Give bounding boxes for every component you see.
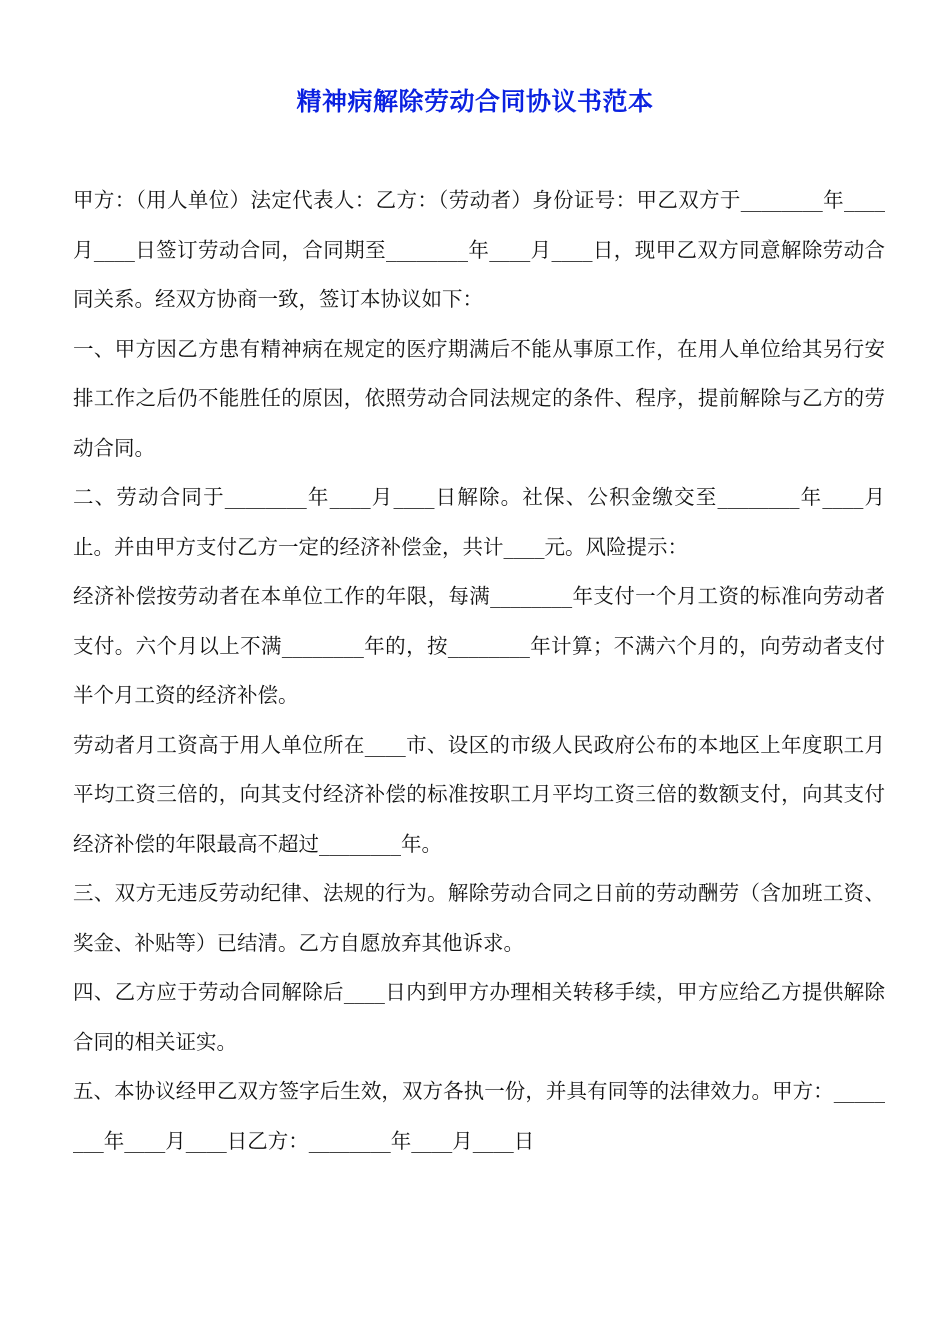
paragraph-intro: 甲方：（用人单位）法定代表人：乙方：（劳动者）身份证号：甲乙双方于________年____月____日签订劳动合同，合同期至________年____月____日，现甲乙双方同意解除劳动合同关系。经双方协商一致，签订本协议如下： — [73, 188, 885, 311]
document-title: 精神病解除劳动合同协议书范本 — [296, 87, 654, 116]
paragraph-clause-1: 一、甲方因乙方患有精神病在规定的医疗期满后不能从事原工作，在用人单位给其另行安排工作之后仍不能胜任的原因，依照劳动合同法规定的条件、程序，提前解除与乙方的劳动合同。 — [73, 336, 885, 460]
paragraph-clause-4: 四、乙方应于劳动合同解除后____日内到甲方办理相关转移手续，甲方应给乙方提供解除合同的相关证实。 — [73, 980, 885, 1054]
paragraph-compensation-rule: 经济补偿按劳动者在本单位工作的年限，每满________年支付一个月工资的标准向劳动者支付。六个月以上不满________年的，按________年计算；不满六个月的，向劳动者支付半个月工资的经济补偿。 — [73, 584, 885, 707]
paragraph-clause-2: 二、劳动合同于________年____月____日解除。社保、公积金缴交至________年____月止。并由甲方支付乙方一定的经济补偿金，共计____元。风险提示： — [73, 485, 885, 559]
paragraph-clause-5: 五、本协议经甲乙双方签字后生效，双方各执一份，并具有同等的法律效力。甲方：________年____月____日乙方：________年____月____日 — [73, 1079, 885, 1153]
document-body — [73, 176, 885, 1166]
paragraph-clause-3: 三、双方无违反劳动纪律、法规的行为。解除劳动合同之日前的劳动酬劳（含加班工资、奖金、补贴等）已结清。乙方自愿放弃其他诉求。 — [73, 881, 885, 955]
paragraph-compensation-cap: 劳动者月工资高于用人单位所在____市、设区的市级人民政府公布的本地区上年度职工月平均工资三倍的，向其支付经济补偿的标准按职工月平均工资三倍的数额支付，向其支付经济补偿的年限最高不超过________年。 — [73, 732, 885, 856]
